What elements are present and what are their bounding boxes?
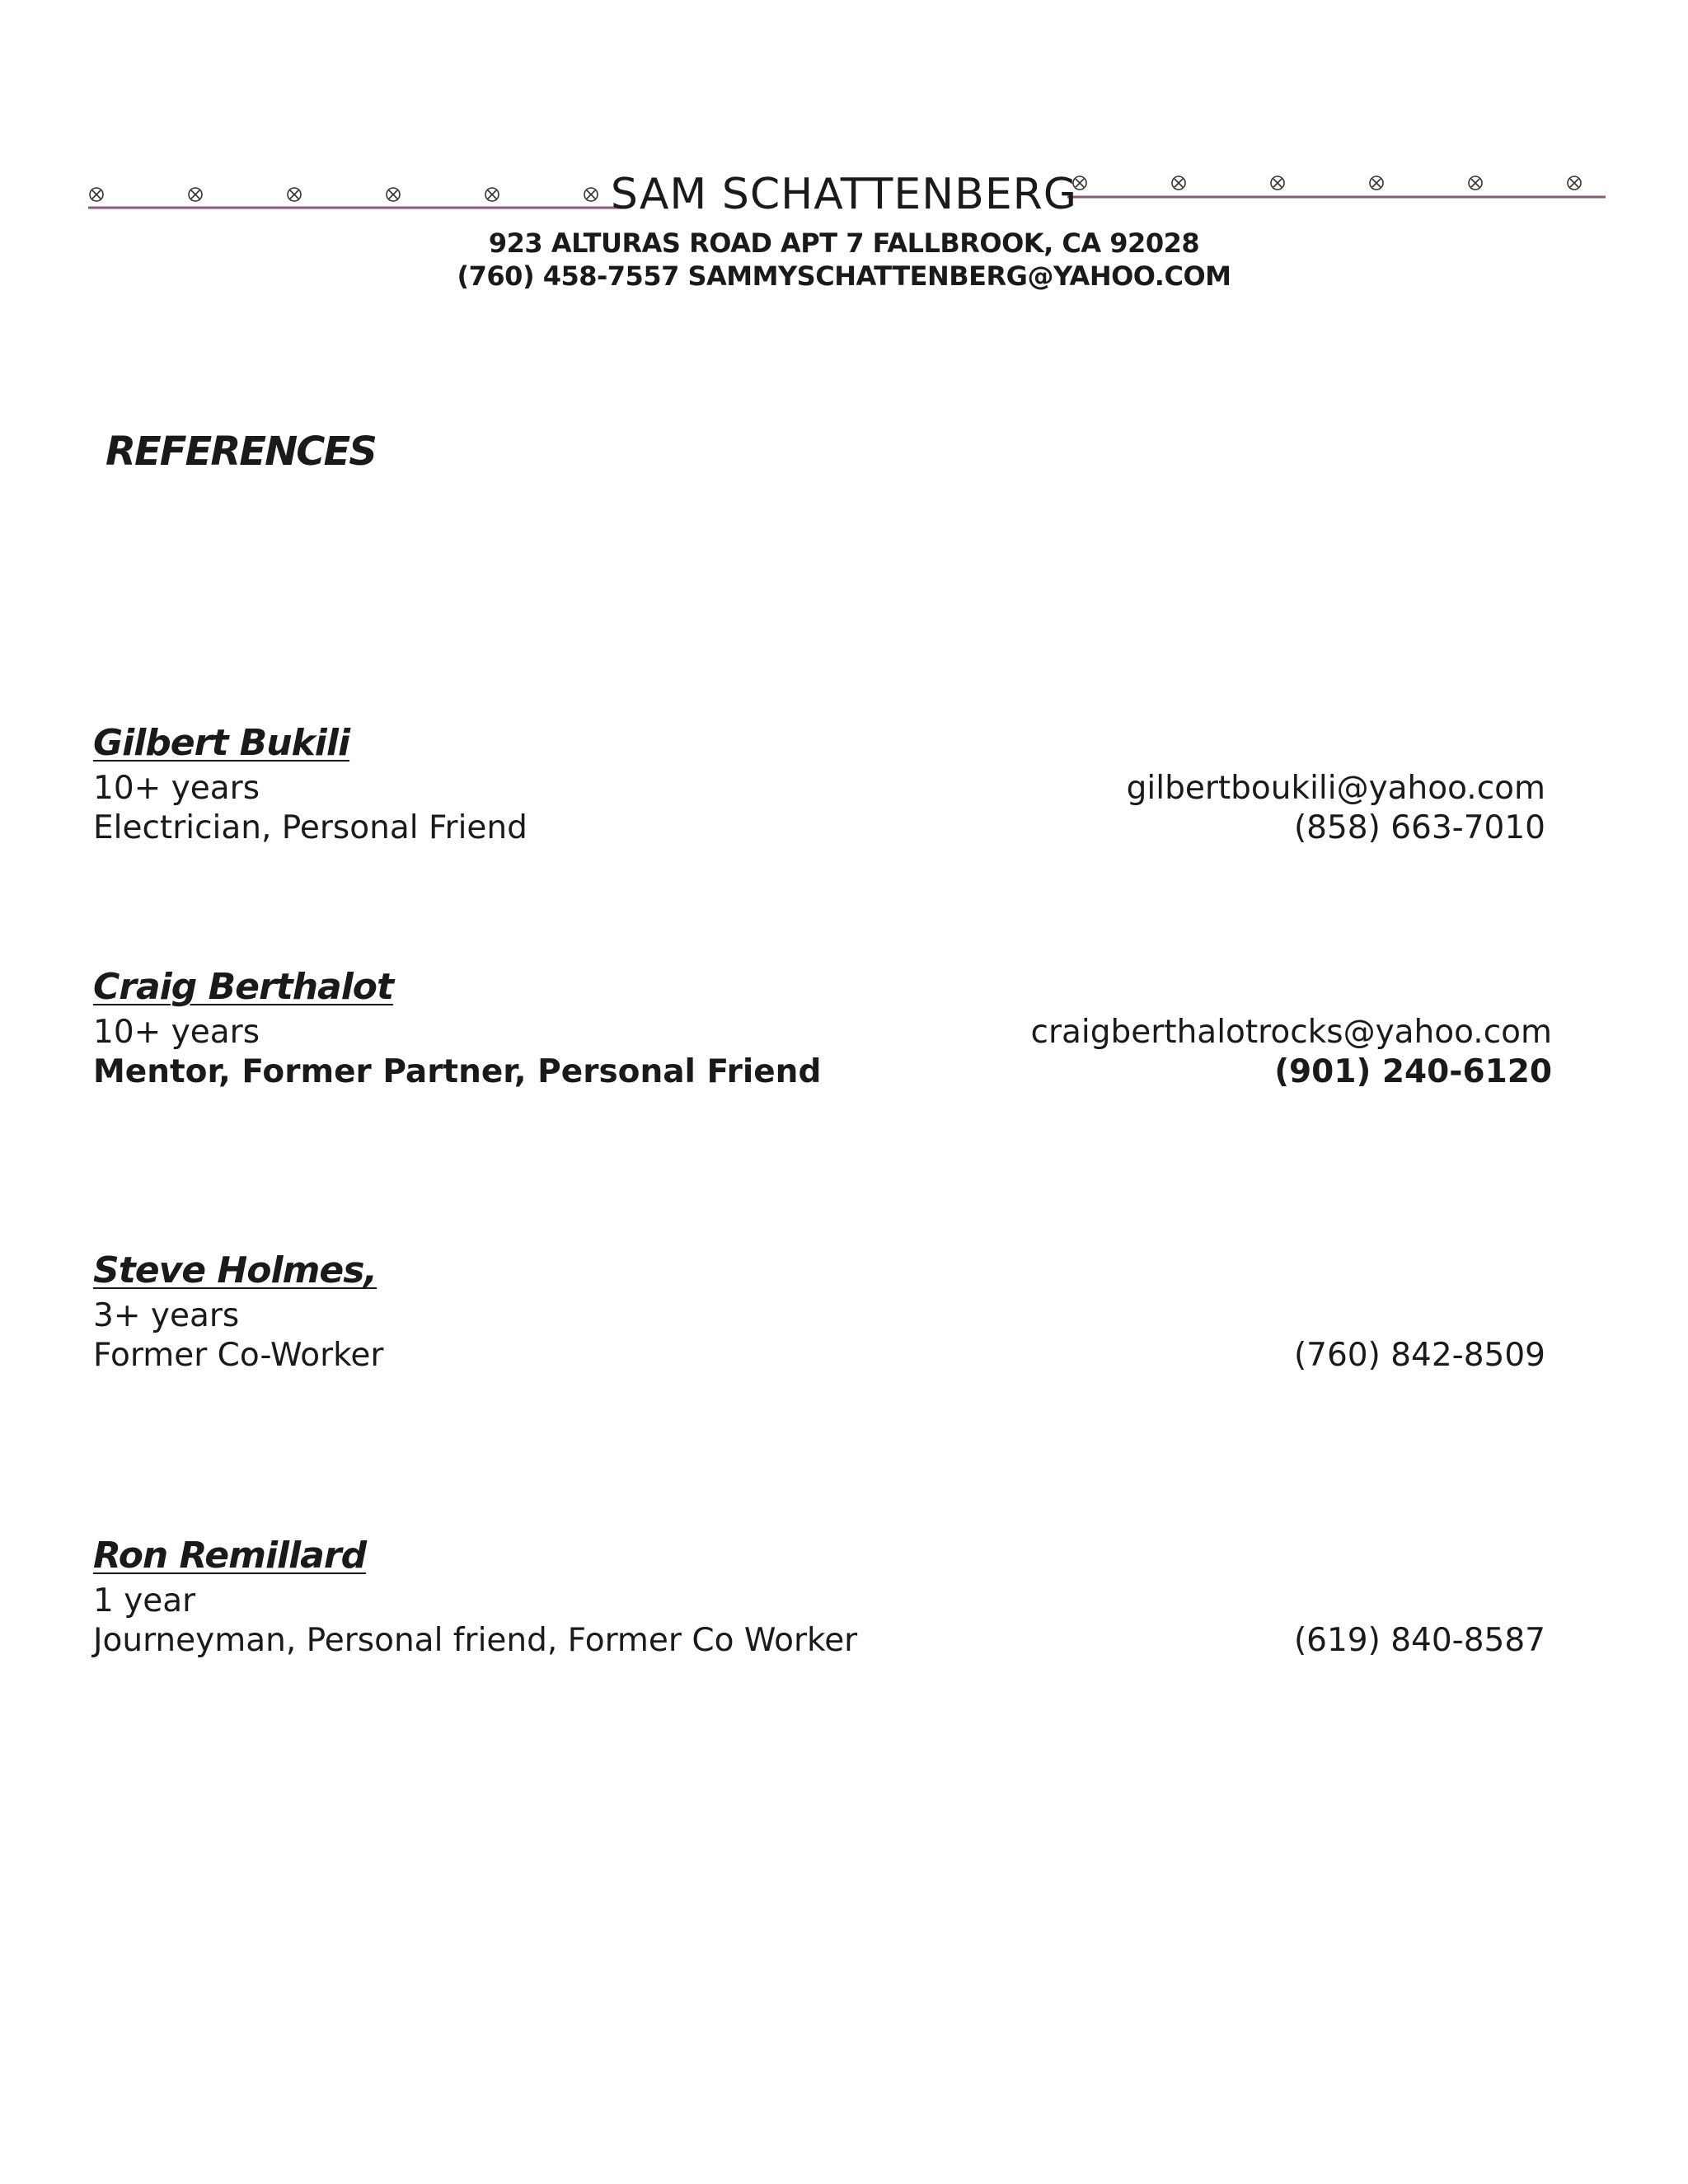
reference-phone: (901) 240-6120 <box>1274 1053 1552 1090</box>
reference-entry <box>93 722 1545 854</box>
reference-relationship: Journeyman, Personal friend, Former Co Worker <box>93 1622 858 1659</box>
reference-email: gilbertboukili@yahoo.com <box>1126 770 1545 807</box>
references-heading: REFERENCES <box>106 429 376 475</box>
reference-name: Craig Berthalot <box>93 966 394 1008</box>
reference-years: 10+ years <box>93 770 260 807</box>
reference-name: Steve Holmes, <box>93 1249 377 1291</box>
reference-phone: (760) 842-8509 <box>1293 1337 1545 1374</box>
reference-entry <box>93 1249 1545 1381</box>
reference-phone: (858) 663-7010 <box>1293 809 1545 846</box>
reference-relationship: Mentor, Former Partner, Personal Friend <box>93 1053 822 1090</box>
reference-years: 1 year <box>93 1582 196 1619</box>
reference-relationship: Former Co-Worker <box>93 1337 384 1374</box>
reference-phone: (619) 840-8587 <box>1293 1622 1545 1659</box>
reference-entry <box>93 1535 1545 1666</box>
applicant-address: 923 ALTURAS ROAD APT 7 FALLBROOK, CA 92028 <box>488 227 1200 259</box>
reference-relationship: Electrician, Personal Friend <box>93 809 528 846</box>
applicant-name: SAM SCHATTENBERG <box>610 170 1078 219</box>
applicant-phone-email: (760) 458-7557 SAMMYSCHATTENBERG@YAHOO.COM <box>457 260 1231 292</box>
reference-entry <box>93 966 1552 1098</box>
reference-years: 10+ years <box>93 1014 260 1051</box>
reference-years: 3+ years <box>93 1297 240 1334</box>
reference-name: Ron Remillard <box>93 1535 367 1577</box>
reference-email: craigberthalotrocks@yahoo.com <box>1030 1014 1552 1051</box>
reference-name: Gilbert Bukili <box>93 722 350 764</box>
